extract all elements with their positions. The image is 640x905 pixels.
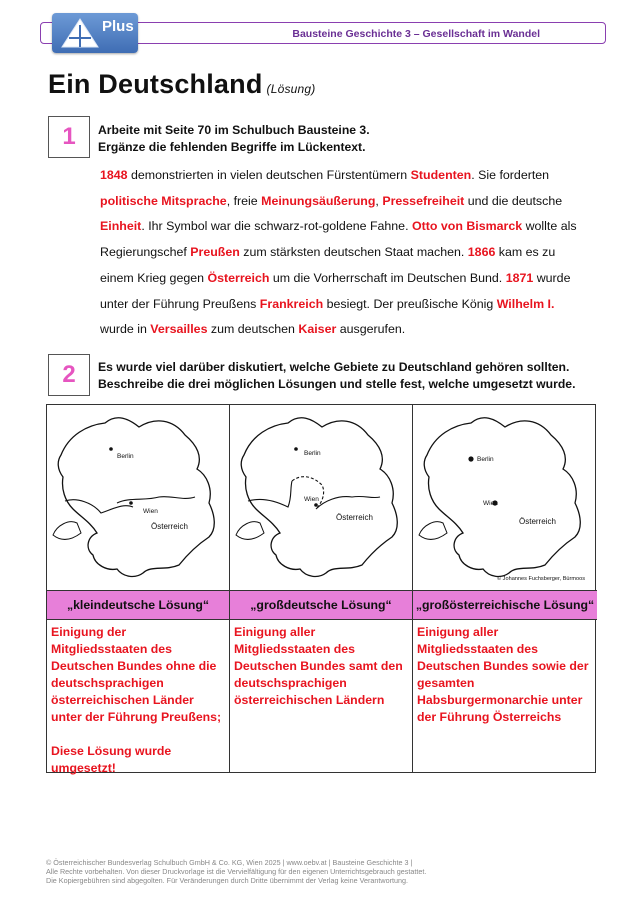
sol2-line: Mitgliedsstaaten des bbox=[234, 642, 355, 656]
cloze-text-segment: zum stärksten deutschen Staat machen. bbox=[239, 245, 468, 260]
sol1-line: Einigung der bbox=[51, 625, 127, 639]
sol2-line: Deutschen Bundes samt den bbox=[234, 659, 403, 673]
task2-instruction bbox=[98, 359, 575, 393]
heading-grossoesterreichisch: „großösterreichische Lösung“ bbox=[413, 590, 597, 620]
map-kleindeutsch bbox=[47, 405, 229, 590]
sol3-line: Habsburgermonarchie unter bbox=[417, 693, 583, 707]
map3-wien-label: Wien bbox=[483, 500, 498, 507]
sol1-result: Diese Lösung wurde bbox=[51, 744, 172, 758]
column-grossdeutsch bbox=[230, 405, 413, 772]
sol3-line: der Führung Österreichs bbox=[417, 710, 562, 724]
cloze-answer: Otto von Bismarck bbox=[411, 219, 523, 234]
map-grossdeutsch-image bbox=[230, 405, 412, 590]
cloze-answer: 1848 bbox=[100, 168, 128, 182]
cloze-answer: Meinungsäußerung bbox=[261, 193, 376, 208]
sol1-line: Mitgliedsstaaten des bbox=[51, 642, 172, 656]
task-number-2: 2 bbox=[48, 354, 90, 396]
cloze-text-segment: demonstrierten in vielen deutschen Fürstentümern bbox=[127, 168, 411, 182]
column-kleindeutsch bbox=[47, 405, 230, 775]
solution-grossdeutsch bbox=[234, 624, 408, 709]
cloze-answer: Versailles bbox=[150, 322, 208, 337]
footer-line3: Die Kopiergebühren sind abgegolten. Für Veränderungen durch Dritte übernimmt der Verlag keine Verantwortung. bbox=[46, 876, 408, 885]
cloze-answer: 1871 bbox=[505, 270, 534, 285]
sol1-line: unter der Führung Preußens; bbox=[51, 710, 222, 724]
cloze-answer: Österreich bbox=[207, 270, 270, 285]
map-copyright: © Johannes Fuchsberger, Bürmoos bbox=[497, 576, 586, 582]
map2-berlin-label: Berlin bbox=[304, 450, 321, 457]
solution-kleindeutsch bbox=[51, 624, 225, 777]
cloze-text-segment: , bbox=[375, 193, 383, 208]
cloze-answer: Studenten bbox=[410, 168, 472, 182]
heading-grossdeutsch: „großdeutsche Lösung“ bbox=[230, 590, 412, 620]
cloze-text bbox=[100, 163, 580, 343]
sol1-line: Deutschen Bundes ohne die bbox=[51, 659, 217, 673]
cloze-text-segment: wurde in bbox=[100, 322, 151, 337]
footer bbox=[46, 858, 426, 885]
task2-line2: Beschreibe die drei möglichen Lösungen und stelle fest, welche umgesetzt wurde. bbox=[98, 377, 576, 391]
sol2-line: österreichischen Ländern bbox=[234, 693, 385, 707]
cloze-text-segment: besiegt. Der preußische König bbox=[323, 296, 497, 311]
cloze-answer: Wilhelm I. bbox=[496, 296, 555, 311]
cloze-answer: Einheit bbox=[100, 219, 142, 234]
task-number-1: 1 bbox=[48, 116, 90, 158]
triangle-logo-icon bbox=[60, 17, 100, 49]
cloze-text-segment: . Sie forderten bbox=[471, 168, 550, 182]
sol3-line: Einigung aller bbox=[417, 625, 499, 639]
sol1-line: deutschsprachigen bbox=[51, 676, 164, 690]
map-grossdeutsch bbox=[230, 405, 412, 590]
heading-kleindeutsch: „kleindeutsche Lösung“ bbox=[47, 590, 229, 620]
cloze-answer: politische Mitsprache bbox=[100, 193, 227, 208]
sol3-line: gesamten bbox=[417, 676, 475, 690]
sol2-line: Einigung aller bbox=[234, 625, 316, 639]
cloze-answer: Kaiser bbox=[298, 322, 337, 337]
map1-berlin-label: Berlin bbox=[117, 453, 134, 460]
title-note: (Lösung) bbox=[266, 82, 316, 96]
map-grossoesterreichisch-image bbox=[413, 405, 595, 590]
map2-wien-label: Wien bbox=[304, 496, 319, 503]
cloze-answer: 1866 bbox=[467, 245, 496, 260]
plus-logo bbox=[52, 13, 138, 53]
map1-wien-label: Wien bbox=[143, 508, 158, 515]
sol2-line: deutschsprachigen bbox=[234, 676, 347, 690]
cloze-text-segment: zum deutschen bbox=[207, 322, 299, 337]
series-title: Bausteine Geschichte 3 – Gesellschaft im Wandel bbox=[292, 28, 540, 40]
map1-oesterreich-label: Österreich bbox=[151, 522, 188, 531]
cloze-text-segment: und die deutsche bbox=[464, 193, 563, 208]
cloze-text-segment: wurde unter der Führung Preußens bbox=[100, 270, 571, 311]
solutions-table bbox=[46, 404, 596, 773]
logo-text: Plus bbox=[102, 18, 134, 35]
map-kleindeutsch-image bbox=[47, 405, 229, 590]
map-grossoesterreichisch bbox=[413, 405, 597, 590]
footer-line2: Alle Rechte vorbehalten. Von dieser Druckvorlage ist die Vervielfältigung für den eigenen Unterrichtsgebrauch gestattet. bbox=[46, 867, 427, 876]
map3-berlin-label: Berlin bbox=[477, 456, 494, 463]
map3-oesterreich-label: Österreich bbox=[519, 517, 556, 526]
cloze-text-segment: . Ihr Symbol war die schwarz-rot-goldene Fahne. bbox=[141, 219, 412, 234]
sol3-line: Deutschen Bundes sowie der bbox=[417, 659, 589, 673]
cloze-text-segment: wollte als Regierungschef bbox=[100, 219, 577, 260]
cloze-answer: Frankreich bbox=[259, 296, 324, 311]
cloze-text-segment: , freie bbox=[226, 193, 262, 208]
sol3-line: Mitgliedsstaaten des bbox=[417, 642, 538, 656]
map2-oesterreich-label: Österreich bbox=[336, 513, 373, 522]
task1-instruction bbox=[98, 122, 370, 156]
task1-line2: Ergänze die fehlenden Begriffe im Lückentext. bbox=[98, 140, 366, 154]
page-title bbox=[48, 69, 316, 100]
sol1-line: österreichischen Länder bbox=[51, 693, 194, 707]
column-grossoesterreichisch bbox=[413, 405, 597, 772]
cloze-answer: Pressefreiheit bbox=[382, 193, 465, 208]
solution-grossoesterreichisch bbox=[417, 624, 593, 726]
footer-line1: © Österreichischer Bundesverlag Schulbuch GmbH & Co. KG, Wien 2025 | www.oebv.at | Bausteine Geschichte 3 | bbox=[46, 858, 413, 867]
cloze-text-segment: um die Vorherrschaft im Deutschen Bund. bbox=[269, 270, 506, 285]
cloze-text-segment: ausgerufen. bbox=[336, 322, 406, 337]
sol1-result: umgesetzt! bbox=[51, 761, 116, 775]
title-main: Ein Deutschland bbox=[48, 69, 263, 99]
cloze-text-segment: kam es zu einem Krieg gegen bbox=[100, 245, 556, 285]
cloze-answer: Preußen bbox=[190, 245, 240, 260]
task1-line1: Arbeite mit Seite 70 im Schulbuch Bausteine 3. bbox=[98, 123, 370, 137]
task2-line1: Es wurde viel darüber diskutiert, welche Gebiete zu Deutschland gehören sollten. bbox=[98, 360, 570, 374]
